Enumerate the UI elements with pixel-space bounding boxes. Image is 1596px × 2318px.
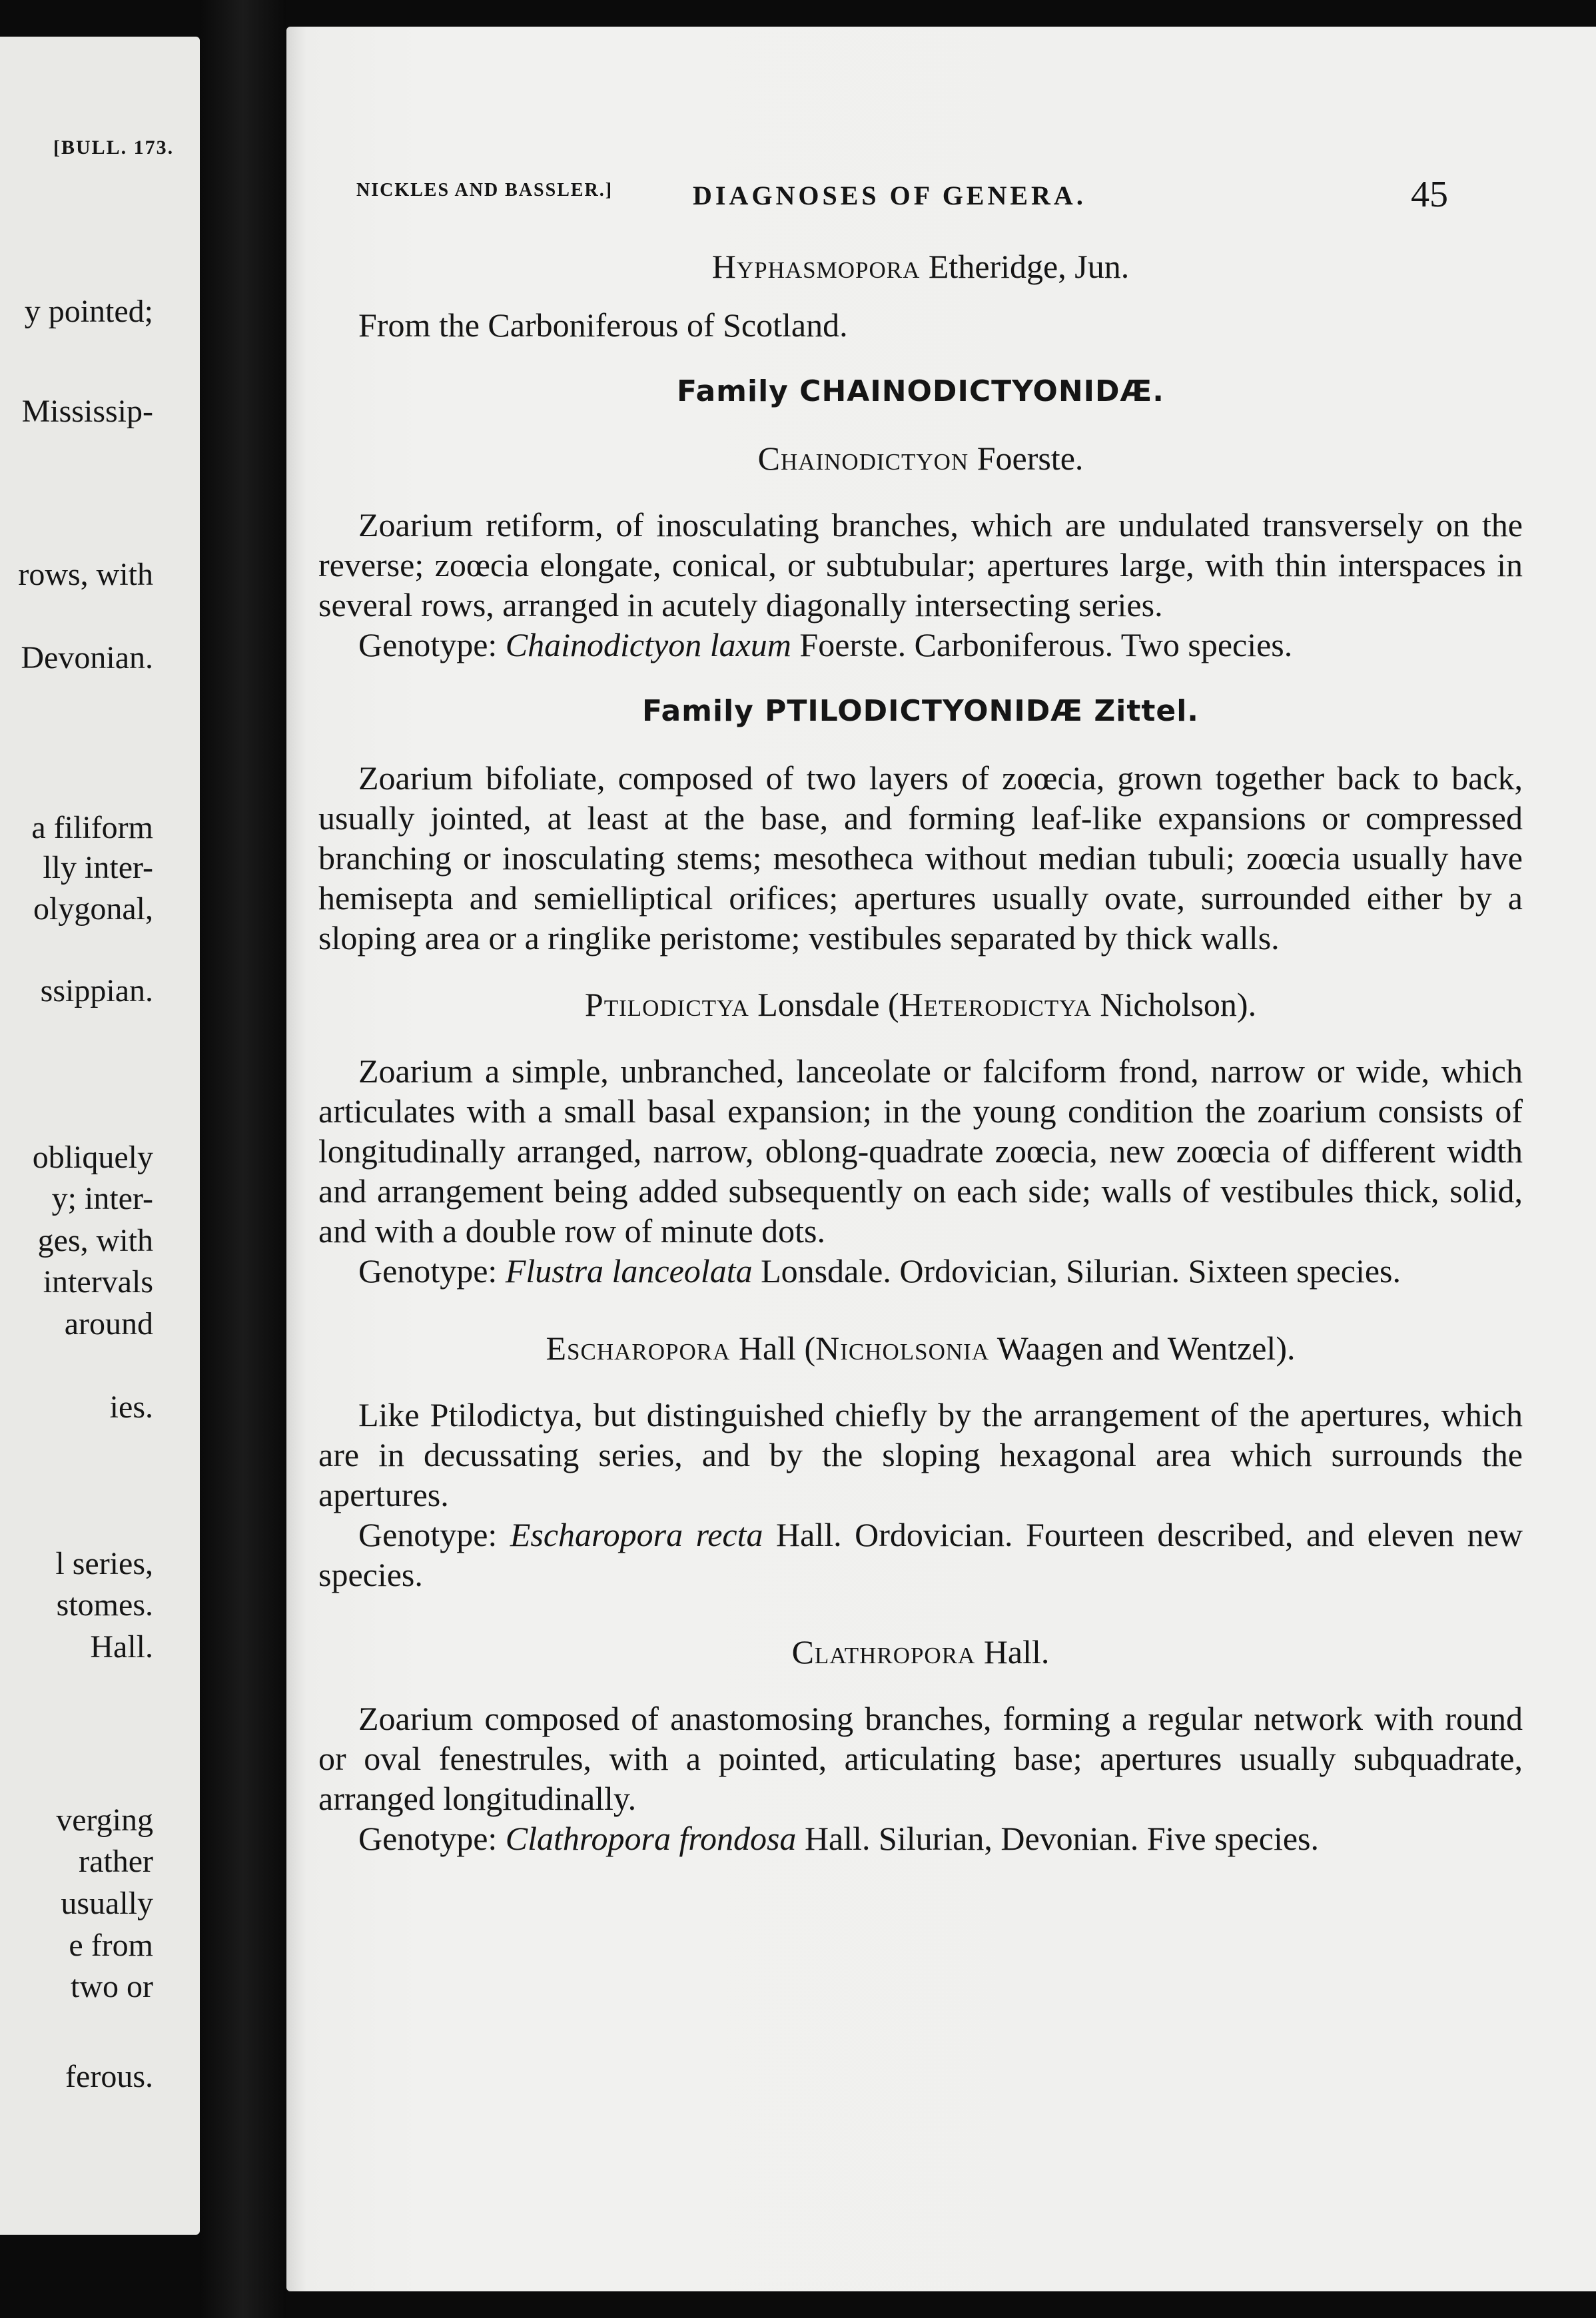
genotype-name: Escharopora recta	[510, 1516, 763, 1553]
previous-page-line: ies.	[109, 1389, 153, 1425]
genotype-label: Genotype:	[358, 626, 506, 663]
genus-heading-chainodictyon	[318, 438, 1523, 478]
synonym-author: Waagen and Wentzel).	[989, 1330, 1296, 1367]
ptilodictyonidae-description: Zoarium bifoliate, composed of two layers of zoœcia, grown together back to back, usually jointed, at least at the base, and forming leaf-like expansions or compressed branching or inosculating stems; mesotheca without median tubuli; zoœcia usually have hemisepta and semielliptical orifices; apertures usually ovate, surrounded either by a sloping area or a ringlike peristome; vestibules separated by thick walls.	[318, 759, 1523, 957]
genotype-label: Genotype:	[358, 1516, 510, 1553]
genotype-details: Hall. Ordovician. Fourteen described, and eleven new species.	[318, 1516, 1523, 1593]
previous-page-line: e from	[69, 1928, 153, 1963]
previous-page-line: ssippian.	[40, 973, 153, 1008]
hyphasmopora-text: From the Carboniferous of Scotland.	[358, 306, 848, 344]
previous-page-line: lly inter-	[43, 850, 153, 885]
genus-name: Ptilodictya	[584, 986, 749, 1023]
genus-name: Hyphasmopora	[711, 248, 921, 285]
escharopora-genotype	[318, 1515, 1523, 1595]
escharopora-description: Like Ptilodictya, but distinguished chiefly by the arrangement of the apertures, which are in decussating series, and by the sloping hexagonal area which surrounds the apertures.	[318, 1396, 1523, 1513]
family-heading-chainodictyonidae: Family CHAINODICTYONIDÆ.	[676, 374, 1165, 408]
genus-author: Lonsdale (	[749, 986, 899, 1023]
genotype-label: Genotype:	[358, 1820, 506, 1857]
running-head-title: DIAGNOSES OF GENERA.	[693, 181, 1086, 210]
genotype-name: Chainodictyon laxum	[505, 626, 791, 663]
previous-page-line: y; inter-	[51, 1181, 153, 1216]
previous-page-line: stomes.	[56, 1587, 153, 1623]
genus-heading-clathropora	[318, 1632, 1523, 1672]
synonym-name: Heterodictya	[899, 986, 1092, 1023]
synonym-name: Nicholsonia	[815, 1330, 990, 1367]
book-gutter	[200, 0, 286, 2318]
page-number: 45	[1411, 174, 1448, 215]
previous-page-line: ferous.	[65, 2059, 153, 2094]
genotype-label: Genotype:	[358, 1252, 506, 1290]
previous-page-running-head: [BULL. 173.	[53, 137, 175, 159]
ptilodictya-description: Zoarium a simple, unbranched, lanceolate or falciform frond, narrow or wide, which articulates with a small basal expansion; in the young condition the zoarium consists of longitudinally arranged, narrow, oblong-quadrate zoœcia, new zoœcia of different width and arrangement being added subsequently on each side; walls of vestibules thick, solid, and with a double row of minute dots.	[318, 1052, 1523, 1250]
genus-author: Foerste.	[969, 440, 1084, 477]
previous-page-line: ges, with	[37, 1223, 153, 1258]
genotype-details: Foerste. Carboniferous. Two species.	[791, 626, 1293, 663]
page	[286, 27, 1596, 2291]
clathropora-genotype	[318, 1818, 1523, 1858]
previous-page-line: Devonian.	[21, 640, 153, 675]
previous-page-line: Mississip-	[21, 394, 153, 429]
previous-page-line: y pointed;	[24, 294, 153, 329]
ptilodictya-genotype	[318, 1251, 1523, 1291]
previous-page-line: usually	[61, 1886, 153, 1921]
previous-page-line: rather	[79, 1844, 153, 1879]
clathropora-description: Zoarium composed of anastomosing branches, forming a regular network with round or oval fenestrules, with a pointed, articulating base; apertures usually subquadrate, arranged longitudinally.	[318, 1700, 1523, 1817]
genotype-name: Clathropora frondosa	[505, 1820, 797, 1857]
previous-page-line: obliquely	[32, 1140, 153, 1175]
previous-page-line: verging	[56, 1802, 153, 1838]
chainodictyon-description: Zoarium retiform, of inosculating branches, which are undulated transversely on the reverse; zoœcia elongate, conical, or subtubular; apertures large, with thin interspaces in several rows, arranged in acutely diagonally intersecting series.	[318, 506, 1523, 623]
genus-author: Hall.	[975, 1633, 1050, 1671]
previous-page-line: rows, with	[18, 557, 153, 592]
genus-name: Clathropora	[791, 1633, 976, 1671]
previous-page-line: l series,	[55, 1546, 153, 1581]
previous-page-line: olygonal,	[33, 891, 153, 927]
previous-page-line: around	[64, 1306, 153, 1342]
previous-page-line: a filiform	[31, 810, 153, 845]
genus-author: Hall (	[730, 1330, 816, 1367]
synonym-author: Nicholson).	[1091, 986, 1257, 1023]
previous-page-fragment	[0, 37, 200, 2235]
page-body	[318, 246, 1523, 1858]
running-head-authors: NICKLES AND BASSLER.]	[356, 180, 613, 200]
previous-page-line: two or	[71, 1969, 153, 2004]
genus-heading-escharopora	[318, 1328, 1523, 1368]
genus-heading-ptilodictya	[318, 984, 1523, 1024]
genus-name: Escharopora	[546, 1330, 731, 1367]
previous-page-line: intervals	[43, 1264, 153, 1300]
genotype-name: Flustra lanceolata	[505, 1252, 753, 1290]
family-heading-ptilodictyonidae: Family PTILODICTYONIDÆ Zittel.	[641, 694, 1200, 728]
genus-author: Etheridge, Jun.	[920, 248, 1130, 285]
genotype-details: Lonsdale. Ordovician, Silurian. Sixteen species.	[752, 1252, 1401, 1290]
genus-heading-hyphasmopora	[318, 246, 1523, 286]
chainodictyon-genotype	[318, 625, 1523, 665]
genus-name: Chainodictyon	[757, 440, 969, 477]
previous-page-line: Hall.	[90, 1629, 153, 1665]
genotype-details: Hall. Silurian, Devonian. Five species.	[796, 1820, 1320, 1857]
